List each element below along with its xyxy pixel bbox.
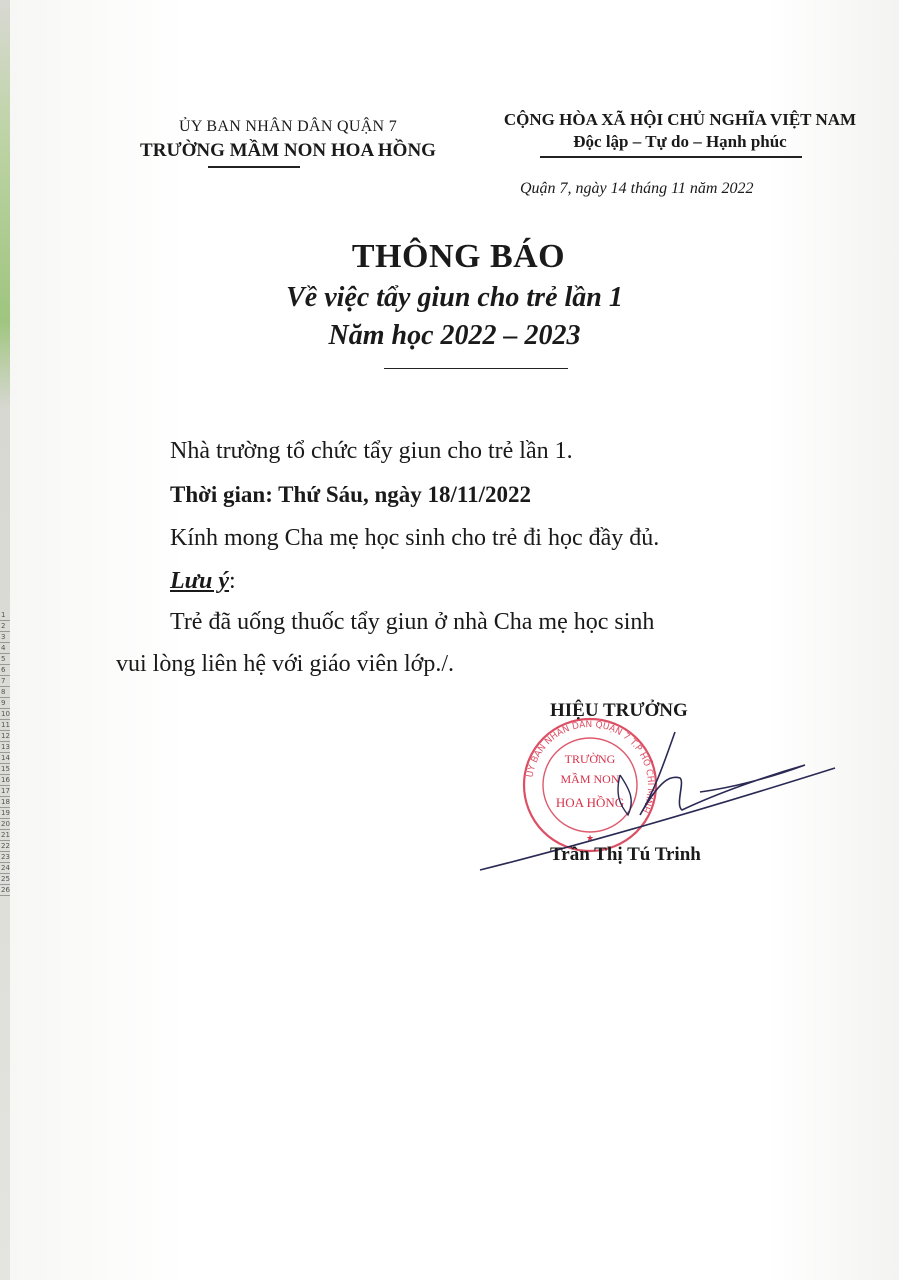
ruler-mark: 2 xyxy=(0,621,10,632)
document-subtitle: Về việc tẩy giun cho trẻ lần 1 xyxy=(286,282,623,313)
country-name: CỘNG HÒA XÃ HỘI CHỦ NGHĨA VIỆT NAM xyxy=(503,110,857,129)
date-line: Quận 7, ngày 14 tháng 11 năm 2022 xyxy=(520,180,754,197)
seal-line-1: TRƯỜNG xyxy=(564,752,616,766)
ruler-mark: 17 xyxy=(1,787,10,795)
school-underline xyxy=(208,166,300,168)
note-line-1: Trẻ đã uống thuốc tẩy giun ở nhà Cha mẹ học sinh xyxy=(170,609,655,635)
signer-role: HIỆU TRƯỞNG xyxy=(550,700,688,721)
national-motto: Độc lập – Tự do – Hạnh phúc xyxy=(573,132,787,151)
ruler-mark: 11 xyxy=(1,721,10,729)
ruler-mark: 5 xyxy=(0,654,10,665)
ruler-mark: 18 xyxy=(1,798,10,806)
body-line-3: Kính mong Cha mẹ học sinh cho trẻ đi học đầy đủ. xyxy=(170,525,660,551)
school-name: TRƯỜNG MẦM NON HOA HỒNG xyxy=(140,140,436,161)
ruler-mark: 21 xyxy=(1,831,10,839)
side-ruler xyxy=(0,610,10,1130)
ruler-mark: 22 xyxy=(1,842,10,850)
document-title: THÔNG BÁO xyxy=(351,238,566,275)
ruler-mark: 6 xyxy=(0,665,10,676)
seal-line-3: HOA HỒNG xyxy=(555,795,625,810)
ruler-mark: 1 xyxy=(0,610,10,621)
school-year: Năm học 2022 – 2023 xyxy=(328,320,581,351)
ruler-mark: 16 xyxy=(1,776,10,784)
ruler-mark: 23 xyxy=(1,853,10,861)
ruler-mark: 12 xyxy=(1,732,10,740)
authority-name: ỦY BAN NHÂN DÂN QUẬN 7 xyxy=(179,118,397,135)
ruler-mark: 3 xyxy=(0,632,10,643)
ruler-mark: 15 xyxy=(1,765,10,773)
motto-underline xyxy=(540,156,802,158)
body-time: Thời gian: Thứ Sáu, ngày 18/11/2022 xyxy=(170,482,532,507)
ruler-mark: 14 xyxy=(1,754,10,762)
signer-name: Trần Thị Tú Trinh xyxy=(550,844,701,865)
ruler-mark: 7 xyxy=(0,676,10,687)
ruler-mark: 20 xyxy=(1,820,10,828)
ruler-mark: 26 xyxy=(1,886,10,894)
ruler-mark: 13 xyxy=(1,743,10,751)
document-page xyxy=(10,0,899,1280)
note-line-2: vui lòng liên hệ với giáo viên lớp./. xyxy=(116,651,455,677)
note-label: Lưu ý xyxy=(170,568,230,594)
ruler-mark: 10 xyxy=(1,710,10,718)
seal-ring-text: UỶ BAN NHÂN DÂN QUẬN 7 T.P HỒ CHÍ MINH xyxy=(525,719,656,815)
ruler-mark: 4 xyxy=(0,643,10,654)
seal-star: ★ xyxy=(585,833,595,843)
note-heading xyxy=(170,568,236,595)
title-separator xyxy=(384,368,568,369)
ruler-mark: 25 xyxy=(1,875,10,883)
seal-line-2: MẦM NON xyxy=(560,772,620,786)
ruler-mark: 9 xyxy=(0,698,10,709)
ruler-mark: 24 xyxy=(1,864,10,872)
body-line-1: Nhà trường tổ chức tẩy giun cho trẻ lần 1. xyxy=(170,438,573,464)
note-colon: : xyxy=(229,568,236,594)
ruler-mark: 8 xyxy=(0,687,10,698)
ruler-mark: 19 xyxy=(1,809,10,817)
